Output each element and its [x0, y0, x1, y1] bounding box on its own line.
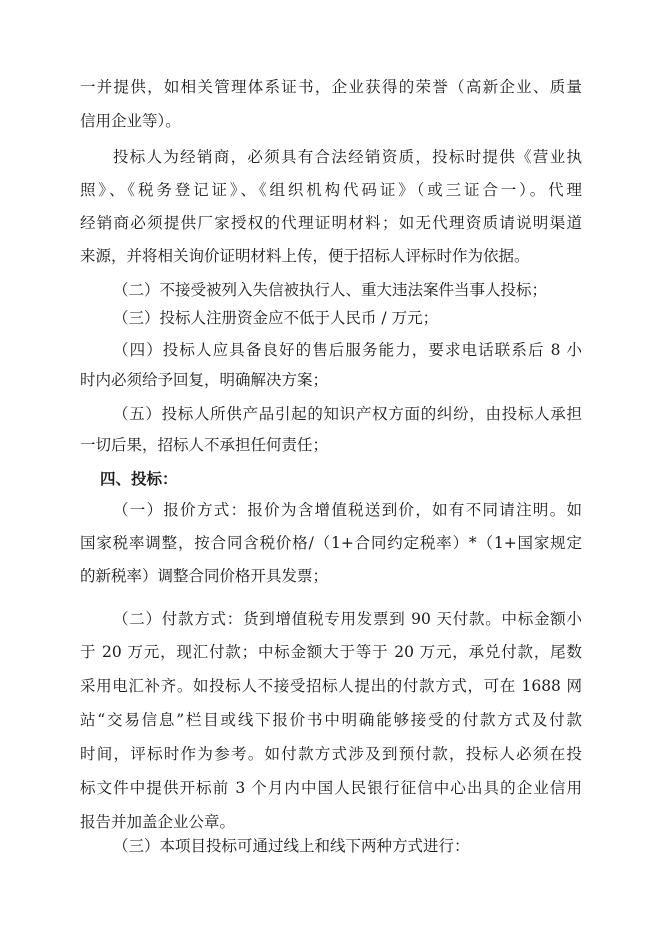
- text-line: 信用企业等）。: [80, 112, 181, 130]
- text-line: 投标人为经销商，必须具有合法经销资质，投标时提供《营业执: [113, 148, 582, 166]
- text-line: （四）投标人应具备良好的售后服务能力，要求电话联系后 8 小: [113, 341, 582, 359]
- text-line: 站“交易信息”栏目或线下报价书中明确能够接受的付款方式及付款: [80, 711, 582, 729]
- text-line: 于 20 万元，现汇付款；中标金额大于等于 20 万元，承兑付款，尾数: [80, 643, 582, 661]
- text-line: （二）不接受被列入失信被执行人、重大违法案件当事人投标；: [113, 281, 548, 299]
- text-line: （五）投标人所供产品引起的知识产权方面的纠纷，由投标人承担: [113, 405, 582, 423]
- text-line: 的新税率）调整合同价格开具发票；: [80, 567, 329, 585]
- text-line: 采用电汇补齐。如投标人不接受招标人提出的付款方式，可在 1688 网: [80, 677, 582, 695]
- section-heading: 四、投标：: [100, 469, 178, 488]
- text-line: 来源，并将相关询价证明材料上传，便于招标人评标时作为依据。: [80, 247, 530, 265]
- text-line: 照》、《税务登记证》、《组织机构代码证》（或三证合一）。代理: [80, 181, 582, 199]
- text-line: 时内必须给予回复，明确解决方案；: [80, 371, 329, 389]
- text-line: （三）本项目投标可通过线上和线下两种方式进行：: [113, 837, 470, 855]
- text-line: 标文件中提供开标前 3 个月内中国人民银行征信中心出具的企业信用: [80, 779, 582, 797]
- text-line: 一切后果，招标人不承担任何责任；: [80, 436, 329, 454]
- text-line: （三）投标人注册资金应不低于人民币 / 万元；: [113, 309, 439, 327]
- text-line: 经销商必须提供厂家授权的代理证明材料；如无代理资质请说明渠道: [80, 214, 582, 232]
- text-line: （二）付款方式：货到增值税专用发票到 90 天付款。中标金额小: [113, 610, 582, 628]
- text-line: 时间，评标时作为参考。如付款方式涉及到预付款，投标人必须在投: [80, 745, 582, 763]
- text-line: 国家税率调整，按合同含税价格/（1+合同约定税率）*（1+国家规定: [80, 534, 582, 552]
- text-line: （一）报价方式：报价为含增值税送到价，如有不同请注明。如: [113, 501, 582, 519]
- text-line: 报告并加盖企业公章。: [80, 813, 236, 831]
- text-line: 一并提供，如相关管理体系证书，企业获得的荣誉（高新企业、质量: [80, 78, 582, 96]
